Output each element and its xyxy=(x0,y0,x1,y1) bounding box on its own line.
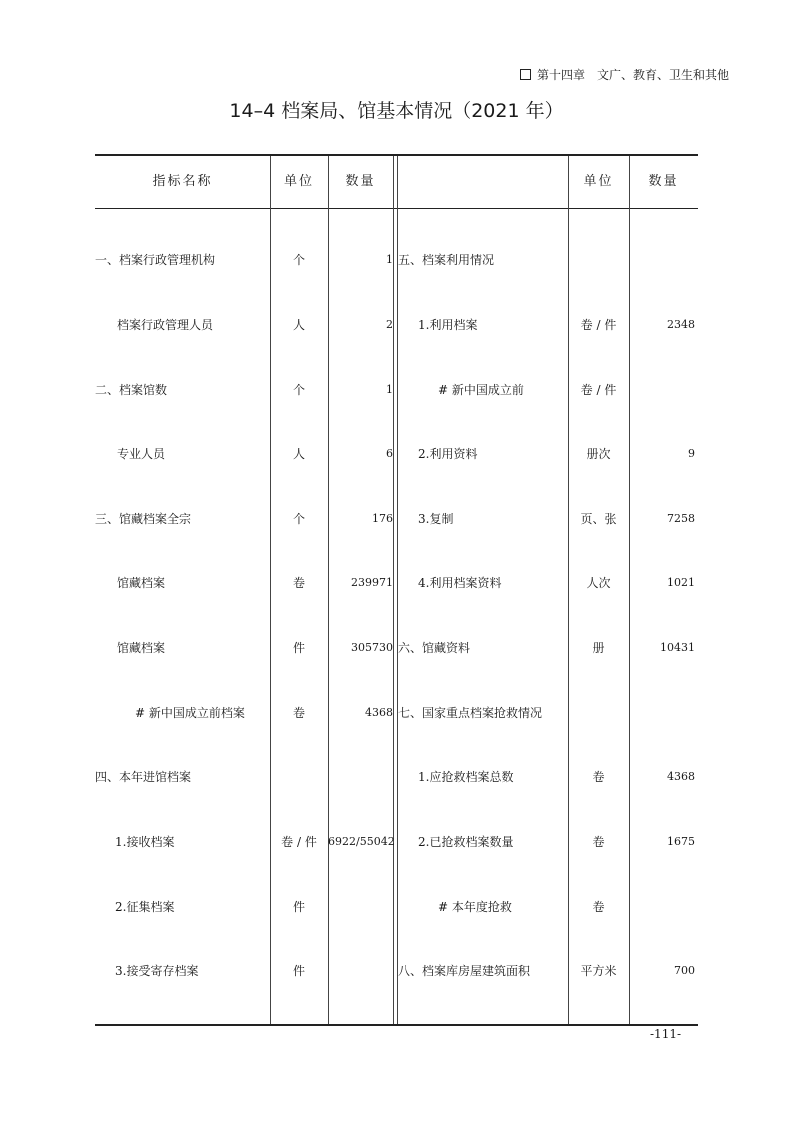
left-indicator-name: 专业人员 xyxy=(117,447,166,461)
right-indicator-name: 2.已抢救档案数量 xyxy=(418,835,514,849)
left-unit: 个 xyxy=(292,383,305,397)
header-right-name xyxy=(397,156,568,208)
left-indicator-name: # 新中国成立前档案 xyxy=(135,706,245,720)
right-unit: 平方米 xyxy=(580,964,617,978)
left-indicator-name: 馆藏档案 xyxy=(117,641,166,655)
right-unit: 卷 / 件 xyxy=(580,318,617,332)
left-unit: 件 xyxy=(292,641,305,655)
right-indicator-name: # 本年度抢救 xyxy=(438,900,512,914)
left-value: 2 xyxy=(386,318,393,331)
left-indicator-name: 一、档案行政管理机构 xyxy=(95,253,216,267)
right-value: 10431 xyxy=(660,641,695,654)
header-right-unit: 单位 xyxy=(583,174,614,189)
left-unit: 个 xyxy=(292,512,305,526)
right-unit: 卷 xyxy=(592,835,605,849)
left-value: 6 xyxy=(386,447,393,460)
right-unit: 卷 xyxy=(592,770,605,784)
right-unit: 册次 xyxy=(586,447,611,461)
left-indicator-name: 三、馆藏档案全宗 xyxy=(95,512,192,526)
left-indicator-name: 档案行政管理人员 xyxy=(117,318,214,332)
right-value: 1675 xyxy=(667,835,695,848)
left-value: 1 xyxy=(386,253,393,266)
right-unit: 页、张 xyxy=(580,512,617,526)
left-unit: 个 xyxy=(292,253,305,267)
left-unit: 人 xyxy=(292,447,305,461)
page-title: 14–4 档案局、馆基本情况（2021 年） xyxy=(229,100,564,122)
page-number: -111- xyxy=(650,1027,682,1041)
table-row xyxy=(95,638,698,658)
left-indicator-name: 2.征集档案 xyxy=(115,900,175,914)
table-row xyxy=(95,573,698,593)
left-unit: 卷 / 件 xyxy=(281,835,317,849)
right-unit: 人次 xyxy=(586,576,611,590)
table-row xyxy=(95,961,698,981)
header-left-name: 指标名称 xyxy=(152,174,213,189)
left-indicator-name: 馆藏档案 xyxy=(117,576,166,590)
left-value: 1 xyxy=(386,383,393,396)
table-row xyxy=(95,315,698,335)
right-unit: 卷 / 件 xyxy=(580,383,617,397)
right-indicator-name: 五、档案利用情况 xyxy=(398,253,495,267)
right-value: 7258 xyxy=(667,512,695,525)
right-value: 9 xyxy=(688,447,695,460)
table-row xyxy=(95,767,698,787)
table-row xyxy=(95,703,698,723)
header-right-value: 数量 xyxy=(648,174,679,189)
right-indicator-name: 七、国家重点档案抢救情况 xyxy=(398,706,543,720)
left-unit: 卷 xyxy=(292,576,305,590)
table-row xyxy=(95,444,698,464)
square-icon xyxy=(520,69,531,80)
left-indicator-name: 3.接受寄存档案 xyxy=(115,964,199,978)
left-unit: 件 xyxy=(292,964,305,978)
table-bottom-rule xyxy=(95,1024,698,1026)
left-indicator-name: 四、本年进馆档案 xyxy=(95,770,192,784)
right-indicator-name: 2.利用资料 xyxy=(418,447,478,461)
left-unit: 件 xyxy=(292,900,305,914)
right-indicator-name: 八、档案库房屋建筑面积 xyxy=(398,964,531,978)
right-value: 4368 xyxy=(667,770,695,783)
left-indicator-name: 1.接收档案 xyxy=(115,835,175,849)
left-value: 176 xyxy=(372,512,393,525)
right-unit: 卷 xyxy=(592,900,605,914)
header-left-value: 数量 xyxy=(345,174,376,189)
table-row xyxy=(95,832,698,852)
right-indicator-name: 4.利用档案资料 xyxy=(418,576,502,590)
table-row xyxy=(95,380,698,400)
right-value: 1021 xyxy=(667,576,695,589)
chapter-label: 第十四章 文广、教育、卫生和其他 xyxy=(537,68,730,82)
table-row xyxy=(95,897,698,917)
header-left-unit: 单位 xyxy=(283,174,314,189)
left-unit: 卷 xyxy=(292,706,305,720)
left-indicator-name: 二、档案馆数 xyxy=(95,383,168,397)
right-indicator-name: 3.复制 xyxy=(418,512,454,526)
table-row xyxy=(95,250,698,270)
right-indicator-name: 1.应抢救档案总数 xyxy=(418,770,514,784)
right-indicator-name: 六、馆藏资料 xyxy=(398,641,471,655)
left-value: 239971 xyxy=(351,576,393,589)
chapter-header xyxy=(520,66,729,83)
right-unit: 册 xyxy=(592,641,605,655)
left-value: 4368 xyxy=(365,706,393,719)
right-value: 2348 xyxy=(667,318,695,331)
table-row xyxy=(95,509,698,529)
right-indicator-name: # 新中国成立前 xyxy=(438,383,524,397)
left-unit: 人 xyxy=(292,318,305,332)
right-value: 700 xyxy=(674,964,695,977)
left-value: 305730 xyxy=(351,641,393,654)
left-value: 6922/55042 xyxy=(328,835,395,848)
right-indicator-name: 1.利用档案 xyxy=(418,318,478,332)
